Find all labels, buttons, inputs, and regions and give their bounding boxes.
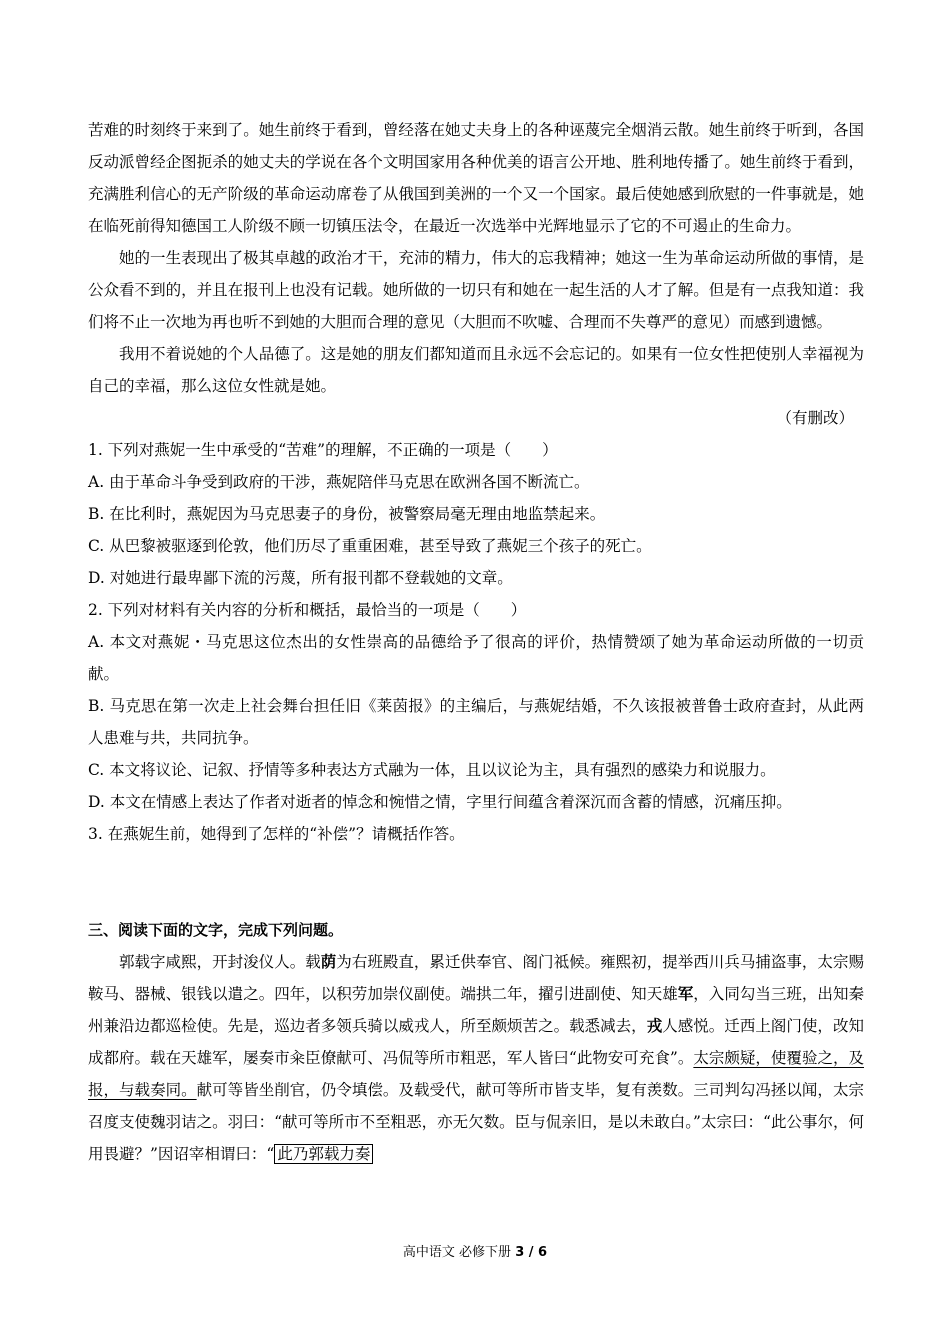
- question-2-option-a: A. 本文对燕妮・马克思这位杰出的女性崇高的品德给予了很高的评价，热情赞颂了她为革命运动所做的一切贡献。: [88, 633, 864, 683]
- marked-word: 军: [677, 985, 694, 1003]
- question-1-option-b: B. 在比利时，燕妮因为马克思妻子的身份，被警察局毫无理由地监禁起来。: [88, 505, 606, 523]
- spacer: [88, 850, 864, 914]
- text-run: 献可等皆坐削官，仍令填偿。及载受代，献可等所市皆支毕，复有羡数。三司判勾冯拯以闻，太宗召度支使魏羽诘之。羽曰：“献可等所市不至粗恶，亦无欠数。臣与侃亲旧，是以未敢白。”太宗曰：“此公事尔，何用畏避？”因诏宰相谓曰：“: [88, 1081, 864, 1163]
- question-1-option-a: A. 由于革命斗争受到政府的干涉，燕妮陪伴马克思在欧洲各国不断流亡。: [88, 473, 590, 491]
- question-1-option-d: D. 对她进行最卑鄙下流的污蔑，所有报刊都不登载她的文章。: [88, 569, 513, 587]
- classical-passage: [88, 946, 864, 1170]
- passage-paragraph: 苦难的时刻终于来到了。她生前终于看到，曾经落在她丈夫身上的各种诬蔑完全烟消云散。她生前终于听到，各国反动派曾经企图扼杀的她丈夫的学说在各个文明国家用各种优美的语言公开地、胜利地传播了。她生前终于看到，充满胜利信心的无产阶级的革命运动席卷了从俄国到美洲的一个又一个国家。最后使她感到欣慰的一件事就是，她在临死前得知德国工人阶级不顾一切镇压法令，在最近一次选举中光辉地显示了它的不可遏止的生命力。: [88, 121, 864, 235]
- question-2-option-b: B. 马克思在第一次走上社会舞台担任旧《莱茵报》的主编后，与燕妮结婚，不久该报被普鲁士政府查封，从此两人患难与共，共同抗争。: [88, 697, 864, 747]
- footer-page-number: 3 / 6: [515, 1245, 548, 1260]
- boxed-sentence: 此乃郭载力奏: [274, 1144, 373, 1164]
- text-run: 郭载字咸熙，开封浚仪人。载: [119, 953, 321, 971]
- passage-paragraph: 她的一生表现出了极其卓越的政治才干，充沛的精力，伟大的忘我精神；她这一生为革命运动所做的事情，是公众看不到的，并且在报刊上也没有记载。她所做的一切只有和她在一起生活的人才了解。但是有一点我知道：我们将不止一次地为再也听不到她的大胆而合理的意见（大胆而不吹嘘、合理而不失尊严的意见）而感到遗憾。: [88, 249, 864, 331]
- question-1-option-c: C. 从巴黎被驱逐到伦敦，他们历尽了重重困难，甚至导致了燕妮三个孩子的死亡。: [88, 537, 652, 555]
- edit-note: （有删改）: [776, 409, 854, 427]
- text-run: ，入同勾当三班，出知秦州兼沿边都巡检使。先是，巡边者多领兵骑以威戎人，所至颇烦苦之。载悉减去，: [88, 985, 864, 1035]
- question-3: 3. 在燕妮生前，她得到了怎样的“补偿”？请概括作答。: [88, 825, 465, 843]
- footer-course: 高中语文 必修下册: [402, 1245, 516, 1260]
- question-1: 1. 下列对燕妮一生中承受的“苦难”的理解，不正确的一项是（ ）: [88, 441, 558, 459]
- page-footer: [0, 1243, 950, 1263]
- content-area: [88, 114, 864, 1170]
- marked-word: 戎: [646, 1017, 663, 1035]
- question-2-option-c: C. 本文将议论、记叙、抒情等多种表达方式融为一体，且以议论为主，具有强烈的感染力和说服力。: [88, 761, 776, 779]
- underlined-sentence: 太宗颇疑，使覆验之，及报，与载奏同。: [88, 1049, 864, 1099]
- passage-paragraph: 我用不着说她的个人品德了。这是她的朋友们都知道而且永远不会忘记的。如果有一位女性把使别人幸福视为自己的幸福，那么这位女性就是她。: [88, 345, 864, 395]
- question-2-option-d: D. 本文在情感上表达了作者对逝者的悼念和惋惜之情，字里行间蕴含着深沉而含蓄的情感，沉痛压抑。: [88, 793, 792, 811]
- marked-word: 荫: [320, 953, 337, 971]
- text-run: 为右班殿直，累迁供奉官、阁门祗候。雍熙初，提举西川兵马捕盗事，太宗赐鞍马、器械、银钱以遣之。四年，以积劳加崇仪副使。端拱二年，擢引进副使、知天雄: [88, 953, 864, 1003]
- text-run: 人感悦。迁西上阁门使，改知成都府。载在天雄军，屡奏市籴臣僚献可、冯侃等所市粗恶，军人皆曰“此物安可充食”。: [88, 1017, 864, 1067]
- section-3-title: 三、阅读下面的文字，完成下列问题。: [88, 921, 344, 939]
- question-2: 2. 下列对材料有关内容的分析和概括，最恰当的一项是（ ）: [88, 601, 527, 619]
